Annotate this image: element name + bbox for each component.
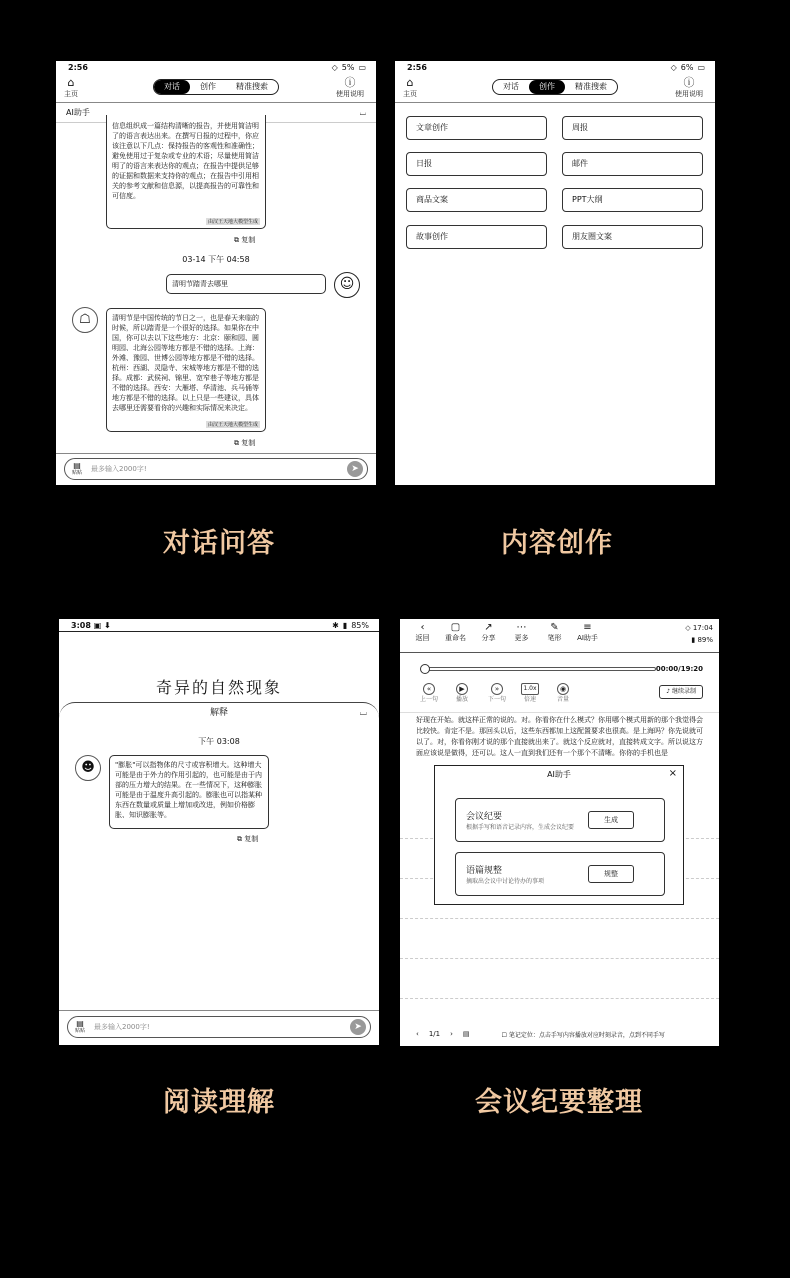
- speed-label: 倍速: [523, 696, 536, 703]
- panel-meeting: [400, 619, 719, 1046]
- checkbox-icon[interactable]: ☐: [501, 1031, 507, 1039]
- tab-chat[interactable]: 对话: [503, 82, 519, 91]
- forward-icon: »: [491, 683, 503, 695]
- send-icon[interactable]: ➤: [350, 1019, 366, 1035]
- close-icon[interactable]: ×: [668, 768, 677, 779]
- user-avatar-icon: ☺: [334, 272, 360, 298]
- model-tag: 由汉王天地大模型生成: [208, 422, 259, 428]
- volume-button[interactable]: [557, 683, 569, 704]
- battery-level: 5%: [341, 62, 355, 72]
- mic-icon: ♪: [666, 688, 671, 695]
- battery-icon: ▮: [342, 620, 348, 630]
- status-bar: [59, 619, 379, 631]
- message-timestamp: 03-14 下午 04:58: [182, 255, 250, 264]
- continue-record-button[interactable]: [659, 685, 703, 699]
- play-label: 播放: [456, 696, 469, 703]
- home-icon: ⌂: [67, 76, 75, 89]
- note-locate-label: 笔记定位：点击手写内容播放对应时刻录音，点到不同手写: [508, 1031, 665, 1039]
- tab-create[interactable]: 创作: [529, 80, 565, 94]
- input-placeholder: 最多输入2000字!: [94, 1023, 150, 1031]
- home-icon: ⌂: [406, 76, 414, 89]
- status-time-text: 3:08: [71, 620, 91, 630]
- text-organize-title: 语篇规整: [466, 866, 503, 876]
- text-organize-card: [455, 852, 665, 896]
- mode-tabs: [492, 79, 618, 95]
- wifi-icon: ◇: [331, 62, 338, 72]
- battery-level: 6%: [680, 62, 694, 72]
- status-time: [71, 621, 111, 630]
- divider: [400, 712, 719, 713]
- status-time: 2:56: [68, 62, 88, 72]
- tab-create[interactable]: 创作: [200, 82, 216, 91]
- ai-message-bubble: [106, 308, 266, 432]
- pen-button[interactable]: [538, 622, 571, 648]
- rename-label: 重命名: [445, 634, 466, 642]
- create-ppt-outline-button[interactable]: PPT大纲: [562, 188, 703, 212]
- help-button[interactable]: [675, 77, 703, 99]
- pen-icon: ✎: [550, 622, 559, 633]
- book-title: 奇异的自然现象: [155, 678, 282, 697]
- meeting-toolbar: [400, 619, 719, 651]
- home-label: 主页: [64, 90, 78, 98]
- wifi-icon: ◇: [670, 62, 677, 72]
- divider: [59, 631, 379, 632]
- ai-icon: ≡: [583, 622, 592, 633]
- help-icon: ⓘ: [344, 76, 356, 89]
- panel-reading: [59, 619, 379, 1045]
- ai-message-bubble: [109, 755, 269, 829]
- model-tag: 由汉王天地大模型生成: [208, 219, 259, 225]
- help-label: 使用说明: [675, 90, 703, 98]
- basket-icon[interactable]: ⌴: [359, 107, 366, 117]
- next-sentence-button[interactable]: [488, 683, 506, 704]
- input-placeholder: 最多输入2000字!: [91, 465, 147, 473]
- paste-icon: ▤: [76, 1018, 84, 1028]
- speed-value: 1.0x: [521, 683, 539, 695]
- paste-label: 贴贴: [74, 1027, 85, 1034]
- progress-knob[interactable]: [420, 664, 430, 674]
- more-label: 更多: [514, 634, 529, 642]
- ai-assistant-dialog: [434, 765, 684, 905]
- create-email-button[interactable]: 邮件: [562, 152, 703, 176]
- user-message-text: 清明节踏青去哪里: [172, 280, 228, 288]
- assistant-avatar-icon: ☻: [75, 755, 101, 781]
- help-icon: ⓘ: [683, 76, 695, 89]
- paste-button[interactable]: [69, 460, 85, 476]
- copy-icon: ⧉: [237, 835, 242, 843]
- create-story-button[interactable]: 故事创作: [406, 225, 547, 249]
- play-icon: ▶: [456, 683, 468, 695]
- rename-icon: ▢: [450, 622, 461, 633]
- share-button[interactable]: [472, 622, 505, 648]
- volume-label: 音量: [557, 696, 570, 703]
- caption-reading: 阅读理解: [163, 1087, 275, 1118]
- more-button[interactable]: [505, 622, 538, 648]
- copy-button[interactable]: [237, 834, 258, 844]
- speed-button[interactable]: [521, 683, 539, 704]
- play-button[interactable]: [456, 683, 468, 704]
- battery-icon: ▮: [691, 636, 696, 644]
- progress-time: 00:00/19:20: [655, 665, 703, 673]
- continue-record-label: 继续录制: [671, 688, 696, 695]
- paste-label: 贴贴: [71, 469, 82, 476]
- more-icon: ⋯: [516, 622, 527, 633]
- caption-chat: 对话问答: [163, 528, 275, 559]
- back-icon: ‹: [420, 622, 425, 633]
- caption-create: 内容创作: [501, 528, 613, 559]
- status-bar: [395, 61, 715, 73]
- note-line: [400, 975, 719, 999]
- rewind-icon: «: [423, 683, 435, 695]
- meeting-footer: [400, 1023, 719, 1045]
- explain-label: 解释: [209, 708, 228, 718]
- copy-icon: ⧉: [234, 236, 239, 244]
- generate-button[interactable]: 生成: [588, 811, 634, 829]
- copy-label: 复制: [241, 439, 256, 447]
- create-weekly-button[interactable]: 周报: [562, 116, 703, 140]
- note-line: [400, 935, 719, 959]
- pen-label: 笔形: [547, 634, 562, 642]
- back-label: 返回: [415, 634, 430, 642]
- ai-assistant-label: AI助手: [577, 634, 598, 642]
- next-label: 下一句: [488, 696, 507, 703]
- chat-input[interactable]: [64, 458, 368, 480]
- progress-track[interactable]: [422, 667, 656, 671]
- meeting-summary-desc: 根据手写和语音记录内容，生成会议纪要: [466, 824, 575, 831]
- create-article-button[interactable]: 文章创作: [406, 116, 547, 140]
- create-product-copy-button[interactable]: 商品文案: [406, 188, 547, 212]
- help-button[interactable]: [336, 77, 364, 99]
- share-label: 分享: [481, 634, 496, 642]
- page-view-icon[interactable]: ▤: [462, 1030, 470, 1038]
- help-label: 使用说明: [336, 90, 364, 98]
- battery-icon: ▭: [697, 62, 705, 72]
- back-button[interactable]: [406, 622, 439, 648]
- note-locate-text: [502, 1030, 665, 1039]
- copy-label: 复制: [241, 236, 256, 244]
- message-timestamp: 下午 03:08: [198, 737, 240, 746]
- tab-search[interactable]: 精准搜索: [236, 82, 268, 91]
- robot-avatar-icon: ☖: [72, 307, 98, 333]
- basket-icon[interactable]: ⌴: [359, 708, 367, 718]
- notify-icon: ▣ ⬇: [93, 620, 111, 630]
- nav-bar: [395, 73, 715, 103]
- status-time: 2:56: [407, 62, 427, 72]
- prev-page-icon[interactable]: ‹: [416, 1030, 419, 1038]
- panel-chat: [56, 61, 376, 485]
- volume-icon: ◉: [557, 683, 569, 695]
- copy-icon: ⧉: [234, 439, 239, 447]
- share-icon: ↗: [484, 622, 493, 633]
- next-page-icon[interactable]: ›: [450, 1030, 453, 1038]
- home-label: 主页: [403, 90, 417, 98]
- prev-label: 上一句: [420, 696, 439, 703]
- battery-level: 85%: [351, 620, 369, 630]
- meeting-summary-title: 会议纪要: [466, 812, 503, 822]
- ai-message-text: 信息组织成一篇结构清晰的报告，并使用简洁明了的语言表达出来。在撰写日报的过程中，你应该注意以下几点：保持报告的客观性和准确性；避免使用过于复杂或专业的术语；尽量使用简洁明了的语言来表达你的观点；在报告中提供足够的证据和数据来支持你的观点；在报告中引用相关的参考文献和信息源，以提高报告的可靠性和可信度。: [112, 122, 259, 200]
- explain-header: [59, 702, 379, 722]
- create-moments-button[interactable]: 朋友圈文案: [562, 225, 703, 249]
- bluetooth-icon: ✱: [332, 620, 339, 630]
- battery-level: 89%: [697, 636, 713, 644]
- rename-button[interactable]: [439, 622, 472, 648]
- meeting-summary-card: [455, 798, 665, 842]
- dialog-title: AI助手: [547, 770, 571, 779]
- wifi-icon: ◇: [685, 624, 691, 632]
- create-daily-button[interactable]: 日报: [406, 152, 547, 176]
- copy-label: 复制: [244, 835, 259, 843]
- status-area: [685, 622, 713, 648]
- tab-chat[interactable]: 对话: [154, 80, 190, 94]
- home-button[interactable]: [64, 77, 78, 99]
- copy-button[interactable]: [234, 438, 255, 448]
- status-bar: [56, 61, 376, 73]
- copy-button[interactable]: [234, 235, 255, 245]
- page-indicator: 1/1: [428, 1030, 441, 1038]
- ai-message-bubble: [106, 115, 266, 229]
- prev-sentence-button[interactable]: [420, 683, 438, 704]
- paste-button[interactable]: [72, 1018, 88, 1034]
- user-message-bubble: [166, 274, 326, 294]
- send-icon[interactable]: ➤: [347, 461, 363, 477]
- assistant-label: AI助手: [66, 108, 90, 117]
- ai-message-text: "膨胀"可以指物体的尺寸或容积增大。这种增大可能是由于外力的作用引起的，也可能是由于内部的压力增大的结果。在一些情况下，这种膨胀可能是由于温度升高引起的。膨胀也可以指某种东西在数量或质量上增加或改进，例如价格膨胀、知识膨胀等。: [115, 761, 262, 819]
- divider: [59, 1010, 379, 1011]
- panel-create: [395, 61, 715, 485]
- transcript-text: 好现在开始。就这样正常的说的。对。你看你在什么模式？你用哪个模式用新的那个我觉得会比较快。肯定不是。那回头以后，这些东西都加上这配置要求也很高。是上海吗？你先说就可以了。对，你看你刚才说的那个直接就出来了。就这个反应就对，直接转成文字。所以说这方面应该说是做得，还可以。这人一直到我们还有一个那个不清晰。你你的手机也是: [416, 716, 703, 757]
- text-organize-desc: 摘取出会议中讨论待办的事项: [466, 878, 545, 885]
- organize-button[interactable]: 规整: [588, 865, 634, 883]
- chat-input[interactable]: [67, 1016, 371, 1038]
- status-time: 17:04: [692, 624, 713, 632]
- tab-search[interactable]: 精准搜索: [575, 82, 607, 91]
- ai-assistant-button[interactable]: [571, 622, 604, 648]
- divider: [56, 453, 376, 454]
- ai-message-text: 清明节是中国传统的节日之一，也是春天来临的时候，所以踏青是一个很好的选择。如果你在中国，你可以去以下这些地方：北京：颐和园、圆明园、北海公园等地方都是不错的选择。上海：外滩、豫园、世博公园等地方都是不错的选择。杭州：西湖、灵隐寺、宋城等地方都是不错的选择。成都：武侯祠、锦里、宽窄巷子等地方都是不错的选择。西安：大雁塔、华清池、兵马俑等地方都是不错的选择。以上只是一些建议，具体去哪里还需要看你的兴趣和实际情况来决定。: [112, 314, 259, 412]
- nav-bar: [56, 73, 376, 103]
- battery-icon: ▭: [358, 62, 366, 72]
- divider: [400, 652, 719, 653]
- mode-tabs: [153, 79, 279, 95]
- caption-meeting: 会议纪要整理: [475, 1087, 643, 1118]
- paste-icon: ▤: [73, 460, 81, 470]
- home-button[interactable]: [403, 77, 417, 99]
